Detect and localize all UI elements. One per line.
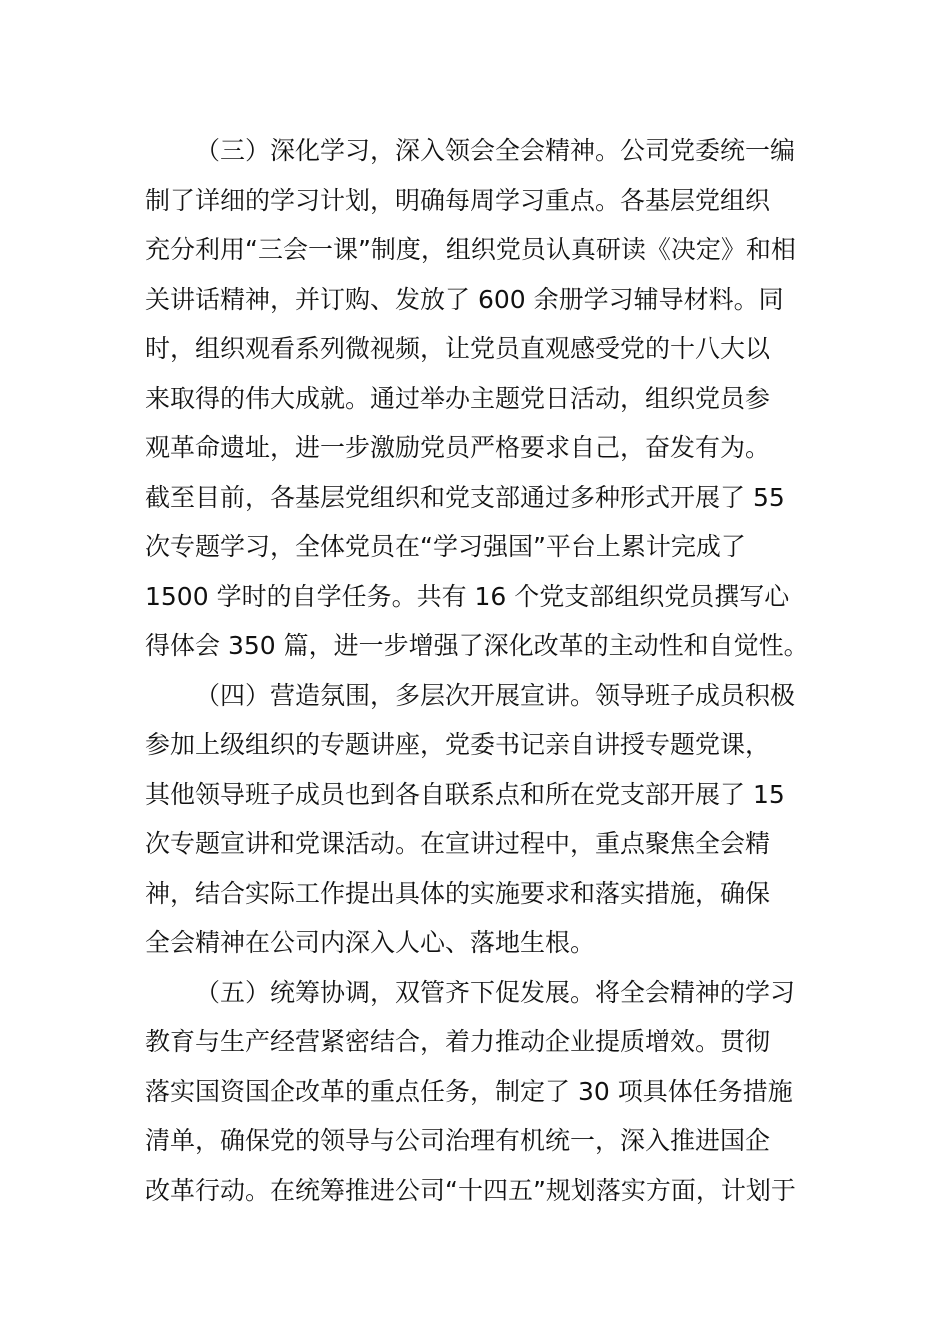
paragraph-line: 关讲话精神，并订购、发放了 600 余册学习辅导材料。同 [145, 284, 784, 314]
paragraph-line: （四）营造氛围，多层次开展宣讲。领导班子成员积极 [195, 680, 796, 710]
paragraph-line: 改革行动。在统筹推进公司“十四五”规划落实方面，计划于 [145, 1175, 796, 1205]
paragraph-section-three [145, 126, 809, 671]
paragraph-line: 截至目前，各基层党组织和党支部通过多种形式开展了 55 [145, 482, 785, 512]
paragraph-line: 参加上级组织的专题讲座，党委书记亲自讲授专题党课， [145, 730, 771, 759]
paragraph-line: 充分利用“三会一课”制度，组织党员认真研读《决定》和相 [145, 235, 796, 264]
paragraph-line: 教育与生产经营紧密结合，着力推动企业提质增效。贯彻 [145, 1027, 771, 1056]
paragraph-line: 神，结合实际工作提出具体的实施要求和落实措施，确保 [145, 878, 771, 908]
paragraph-line: 得体会 350 篇，进一步增强了深化改革的主动性和自觉性。 [145, 631, 809, 660]
paragraph-line: 观革命遗址，进一步激励党员严格要求自己，奋发有为。 [145, 433, 771, 462]
paragraph-line: 全会精神在公司内深入人心、落地生根。 [145, 928, 596, 957]
paragraph-line: 清单，确保党的领导与公司治理有机统一，深入推进国企 [145, 1126, 771, 1155]
paragraph-line: 来取得的伟大成就。通过举办主题党日活动，组织党员参 [145, 383, 771, 413]
paragraph-line: 1500 学时的自学任务。共有 16 个党支部组织党员撰写心 [145, 581, 790, 611]
paragraph-line: 时，组织观看系列微视频，让党员直观感受党的十八大以 [145, 334, 771, 363]
document-body [145, 126, 809, 1215]
paragraph-section-five [145, 968, 805, 1216]
paragraph-line: 次专题宣讲和党课活动。在宣讲过程中，重点聚焦全会精 [145, 829, 771, 858]
paragraph-line: 次专题学习，全体党员在“学习强国”平台上累计完成了 [145, 532, 746, 561]
paragraph-line: （三）深化学习，深入领会全会精神。公司党委统一编 [195, 136, 796, 165]
paragraph-section-four [145, 671, 805, 968]
paragraph-line: 落实国资国企改革的重点任务，制定了 30 项具体任务措施 [145, 1076, 793, 1106]
paragraph-line: （五）统筹协调，双管齐下促发展。将全会精神的学习 [195, 977, 796, 1007]
paragraph-line: 其他领导班子成员也到各自联系点和所在党支部开展了 15 [145, 779, 785, 809]
paragraph-line: 制了详细的学习计划，明确每周学习重点。各基层党组织 [145, 185, 771, 215]
